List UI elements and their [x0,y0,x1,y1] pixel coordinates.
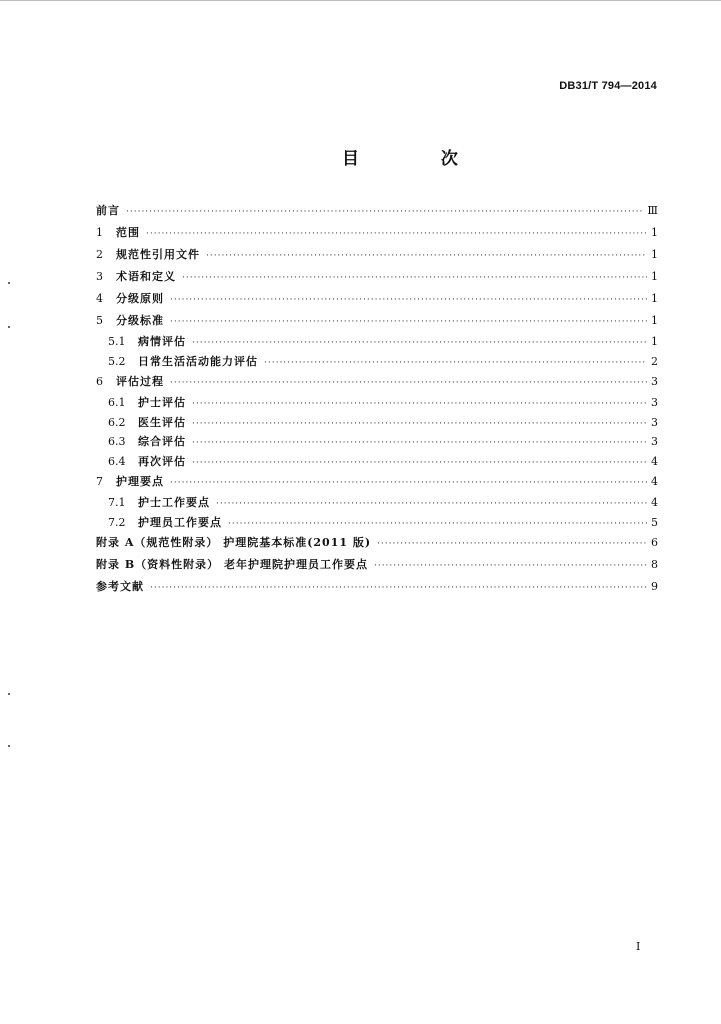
toc-entry-number: 6 [96,375,103,388]
toc-entry-number: 6.3 [108,435,126,448]
toc-entry-number: 6.2 [108,415,126,429]
toc-entry[interactable] [96,393,658,413]
toc-entry-page: 9 [651,580,658,593]
toc-entry[interactable] [96,432,658,452]
toc-entry-number: 5.1 [108,335,126,348]
toc-leader-dots [170,372,647,394]
toc-leader-dots [192,395,647,415]
toc-entry-label: 规范性引用文件 [116,248,200,261]
toc-entry-number: 6.4 [108,454,126,468]
standard-code: DB31/T 794—2014 [559,80,657,92]
toc-entry-page: 3 [651,435,658,448]
toc-entry-page: 1 [651,248,658,261]
toc-leader-dots [206,245,647,267]
scan-margin-mark [8,326,10,328]
toc-entry[interactable] [96,471,658,493]
scan-margin-mark [8,745,10,747]
page-title: 目 次 [342,149,496,169]
toc-entry-page: 6 [651,536,658,549]
table-of-contents [96,200,658,598]
toc-leader-dots [192,454,647,474]
toc-entry-page: 4 [651,496,658,509]
toc-entry-label: 综合评估 [138,435,186,448]
toc-entry-label: 护士评估 [138,396,186,409]
toc-entry[interactable] [96,288,658,310]
toc-leader-dots [216,495,647,515]
toc-entry-number: 2 [96,248,103,261]
toc-entry-label: 护士工作要点 [138,496,210,509]
toc-entry-page: 3 [651,375,658,388]
toc-entry-label: 日常生活活动能力评估 [138,354,258,368]
toc-leader-dots [192,415,647,435]
toc-entry[interactable] [96,352,658,372]
toc-leader-dots [264,354,647,374]
toc-entry-label: 术语和定义 [116,270,176,283]
toc-entry-number: 6.1 [108,396,126,409]
toc-entry[interactable] [96,310,658,332]
toc-leader-dots [192,334,647,354]
toc-leader-dots [374,555,647,577]
toc-entry-label: 分级标准 [116,314,164,327]
toc-leader-dots [150,577,647,599]
toc-entry[interactable] [96,493,658,513]
toc-entry[interactable] [96,532,658,554]
toc-entry-label: 范围 [116,226,140,239]
scan-margin-mark [8,693,10,695]
toc-entry-number: 7.2 [108,515,126,529]
toc-entry-number: 5 [96,314,103,327]
toc-entry[interactable] [96,371,658,393]
toc-entry-label: 病情评估 [138,335,186,348]
toc-entry-label: 护理要点 [116,475,164,488]
toc-entry[interactable] [96,244,658,266]
toc-entry-number: 4 [96,292,103,305]
toc-entry-number: 7.1 [108,496,126,509]
toc-entry-label: 护理员工作要点 [138,515,222,529]
toc-entry[interactable] [96,266,658,288]
toc-leader-dots [146,223,647,245]
toc-entry-label: 附录 A（规范性附录） 护理院基本标准(2011 版) [96,536,372,549]
toc-entry-page: 4 [651,475,658,488]
toc-entry-page: 1 [651,314,658,327]
toc-leader-dots [182,267,647,289]
page-number: I [636,940,641,953]
toc-leader-dots [170,289,647,311]
toc-entry[interactable] [96,222,658,244]
toc-entry-page: 8 [651,558,658,571]
toc-entry[interactable] [96,513,658,533]
toc-leader-dots [377,533,647,555]
toc-entry[interactable] [96,576,658,598]
toc-entry-page: Ⅲ [647,204,658,217]
toc-entry-label: 医生评估 [138,415,186,429]
toc-entry-page: 3 [651,396,658,409]
toc-entry-page: 1 [651,270,658,283]
toc-entry-page: 1 [651,226,658,239]
toc-leader-dots [170,472,647,494]
toc-entry[interactable] [96,200,658,222]
scan-margin-mark [8,282,10,284]
toc-entry-label: 参考文献 [96,580,144,593]
toc-entry-number: 1 [96,226,103,239]
toc-entry[interactable] [96,413,658,433]
toc-leader-dots [170,311,647,333]
toc-entry-page: 1 [651,335,658,348]
toc-entry-number: 3 [96,270,103,283]
toc-entry[interactable] [96,554,658,576]
toc-leader-dots [126,201,644,223]
toc-entry-page: 1 [651,292,658,305]
toc-entry-label: 前言 [96,204,120,217]
toc-entry-number: 5.2 [108,354,126,368]
scan-top-edge [0,0,721,1]
toc-entry-page: 5 [651,515,658,529]
toc-entry-page: 2 [651,354,658,368]
toc-entry-label: 评估过程 [116,375,164,388]
toc-entry[interactable] [96,452,658,472]
toc-entry-label: 再次评估 [138,454,186,468]
toc-entry-label: 附录 B（资料性附录） 老年护理院护理员工作要点 [96,558,368,571]
toc-entry-page: 4 [651,454,658,468]
toc-leader-dots [192,434,647,454]
toc-entry-page: 3 [651,415,658,429]
toc-entry-number: 7 [96,475,103,488]
toc-entry-label: 分级原则 [116,292,164,305]
toc-entry[interactable] [96,332,658,352]
